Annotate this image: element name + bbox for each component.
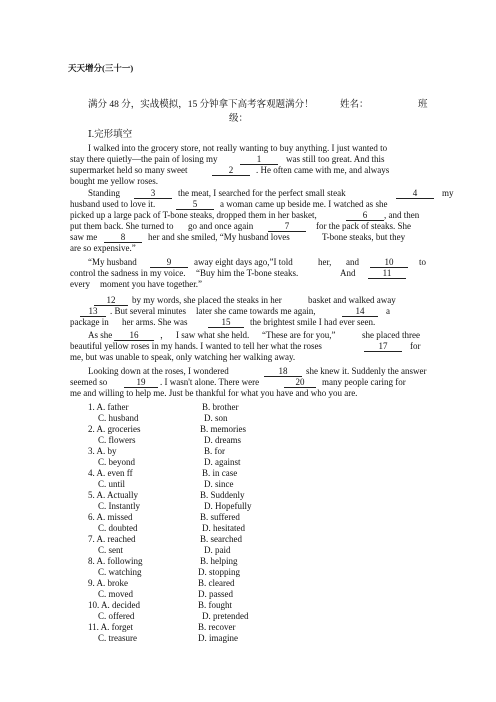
option-5-a[interactable]: 5. A. Actually (88, 490, 138, 500)
option-3-a[interactable]: 3. A. by (88, 446, 117, 456)
passage-line: a woman came up beside me. I watched as she (220, 199, 388, 209)
option-11-a[interactable]: 11. A. forget (88, 622, 133, 632)
blank-18[interactable]: 18 (264, 366, 302, 377)
option-7-d[interactable]: D. paid (204, 545, 231, 555)
passage-line: the meat, I searched for the perfect small steak (178, 188, 346, 198)
option-6-d[interactable]: D. hesitated (202, 523, 245, 533)
blank-15[interactable]: 15 (208, 317, 244, 328)
option-9-a[interactable]: 9. A. broke (88, 578, 128, 588)
passage-line: “These are for you,” (262, 330, 336, 340)
passage-line: control the sadness in my voice. (70, 268, 186, 278)
passage-line: her arms. She was (122, 317, 188, 327)
blank-8[interactable]: 8 (104, 232, 142, 243)
passage-line: she placed three (362, 330, 420, 340)
passage-line: T-bone steaks, but they (322, 232, 406, 242)
passage-line: “Buy him the T-bone steaks. (196, 268, 299, 278)
passage-line: seemed so (70, 377, 108, 387)
blank-12[interactable]: 12 (94, 295, 128, 306)
option-3-b[interactable]: B. for (204, 446, 225, 456)
passage-line: supermarket held so many sweet (70, 165, 188, 175)
passage-line: away eight days ago,”I told (194, 257, 293, 267)
blank-9[interactable]: 9 (150, 257, 188, 268)
blank-16[interactable]: 16 (114, 330, 154, 341)
option-8-b[interactable]: B. helping (200, 556, 238, 566)
blank-6[interactable]: 6 (346, 210, 384, 221)
option-2-d[interactable]: D. dreams (204, 435, 241, 445)
passage-line: many people caring for (322, 377, 406, 387)
option-4-c[interactable]: C. until (98, 479, 126, 489)
passage-line: and (346, 257, 359, 267)
passage-line: basket and walked away (308, 295, 396, 305)
passage-line: Looking down at the roses, I wondered (88, 366, 229, 376)
option-2-c[interactable]: C. flowers (98, 435, 136, 445)
passage-line: was still too great. And this (286, 154, 385, 164)
option-7-b[interactable]: B. searched (200, 534, 242, 544)
blank-1[interactable]: 1 (240, 154, 278, 165)
option-6-c[interactable]: C. doubted (98, 523, 138, 533)
option-9-c[interactable]: C. moved (98, 589, 133, 599)
section-heading: Ⅰ.完形填空 (88, 130, 133, 140)
option-1-c[interactable]: C. husband (98, 413, 139, 423)
passage-line: stay there quietly—the pain of losing my (70, 154, 218, 164)
option-1-d[interactable]: D. son (204, 413, 228, 423)
option-2-a[interactable]: 2. A. groceries (88, 424, 141, 434)
passage-line: moment you have together.” (100, 279, 202, 289)
passage-line: As she (88, 330, 113, 340)
passage-line: are so expensive.” (70, 243, 136, 253)
option-8-c[interactable]: C. watching (98, 567, 142, 577)
passage-line: by my words, she placed the steaks in her (132, 295, 282, 305)
page-title: 天天增分(三十一) (68, 63, 134, 73)
passage-line: to (419, 257, 427, 267)
passage-line: for (410, 341, 421, 351)
option-3-d[interactable]: D. against (204, 457, 241, 467)
option-9-b[interactable]: B. cleared (198, 578, 235, 588)
passage-line: husband used to love it. (70, 199, 156, 209)
passage-line: my (442, 188, 454, 198)
option-5-c[interactable]: C. Instantly (98, 501, 140, 511)
passage-line: . But several minutes (110, 306, 186, 316)
blank-2[interactable]: 2 (212, 165, 250, 176)
passage-line: bought me yellow roses. (70, 176, 158, 186)
option-6-b[interactable]: B. suffered (200, 512, 240, 522)
passage-line: she knew it. Suddenly the answer (306, 366, 427, 376)
blank-7[interactable]: 7 (268, 221, 306, 232)
option-11-c[interactable]: C. treasure (98, 633, 137, 643)
option-7-c[interactable]: C. sent (98, 545, 124, 555)
option-1-a[interactable]: 1. A. father (88, 402, 129, 412)
subtitle: 满分 48 分，实战模拟，15 分钟拿下高考客观题满分！ (88, 100, 314, 110)
passage-line: , and then (384, 210, 420, 220)
passage-line: beautiful yellow roses in my hands. I wanted to tell her what the roses (70, 341, 322, 351)
blank-14[interactable]: 14 (342, 306, 378, 317)
blank-19[interactable]: 19 (124, 377, 158, 388)
passage-line: Standing (88, 188, 121, 198)
option-7-a[interactable]: 7. A. reached (88, 534, 136, 544)
name-label: 姓名： (340, 100, 369, 110)
option-6-a[interactable]: 6. A. missed (88, 512, 133, 522)
option-5-b[interactable]: B. Suddenly (200, 490, 245, 500)
blank-13[interactable]: 13 (80, 306, 106, 317)
passage-line: And (340, 268, 356, 278)
option-10-a[interactable]: 10. A. decided (88, 600, 140, 610)
passage-line: go and once again (188, 221, 254, 231)
option-10-d[interactable]: D. pretended (202, 611, 249, 621)
passage-line: for the pack of steaks. She (316, 221, 411, 231)
option-4-a[interactable]: 4. A. even ff (88, 468, 133, 478)
blank-17[interactable]: 17 (364, 341, 402, 352)
blank-4[interactable]: 4 (396, 188, 434, 199)
blank-10[interactable]: 10 (370, 257, 408, 268)
class-label-a: 班 (418, 100, 428, 110)
option-10-c[interactable]: C. offered (98, 611, 135, 621)
option-4-d[interactable]: D. since (204, 479, 234, 489)
passage-line: later she came towards me again, (196, 306, 316, 316)
passage-line: I walked into the grocery store, not really wanting to buy anything. I just wanted to (88, 143, 388, 153)
passage-line: every (70, 279, 90, 289)
passage-line: . He often came with me, and always (256, 165, 390, 175)
passage-line: the brightest smile I had ever seen. (250, 317, 376, 327)
option-2-b[interactable]: B. memories (200, 424, 246, 434)
passage-line: package in (70, 317, 109, 327)
option-4-b[interactable]: B. in case (202, 468, 238, 478)
blank-5[interactable]: 5 (176, 199, 214, 210)
passage-line: I saw what she held. (176, 330, 250, 340)
passage-line: me and willing to help me. Just be thankful for what you have and who you are. (70, 388, 358, 398)
blank-3[interactable]: 3 (134, 188, 172, 199)
passage-line: saw me (70, 232, 98, 242)
option-10-b[interactable]: B. fought (198, 600, 233, 610)
option-1-b[interactable]: B. brother (202, 402, 239, 412)
option-11-b[interactable]: B. recover (198, 622, 236, 632)
option-8-a[interactable]: 8. A. following (88, 556, 143, 566)
passage-line: put them back. She turned to (70, 221, 174, 231)
class-label-b: 级： (229, 114, 249, 124)
option-3-c[interactable]: C. beyond (98, 457, 135, 467)
blank-11[interactable]: 11 (368, 268, 406, 279)
passage-line: her, (318, 257, 332, 267)
passage-line: a (386, 306, 390, 316)
passage-line: me, but was unable to speak, only watching her walking away. (70, 352, 296, 362)
passage-line: picked up a large pack of T-bone steaks, dropped them in her basket, (70, 210, 317, 220)
blank-20[interactable]: 20 (284, 377, 316, 388)
passage-line: ， (160, 330, 170, 340)
option-5-d[interactable]: D. Hopefully (204, 501, 252, 511)
option-8-d[interactable]: D. stopping (198, 567, 241, 577)
passage-line: her and she smiled, “My husband loves (148, 232, 290, 242)
option-11-d[interactable]: D. imagine (198, 633, 238, 643)
passage-line: . I wasn't alone. There were (160, 377, 260, 387)
passage-line: “My husband (88, 257, 137, 267)
option-9-d[interactable]: D. passed (198, 589, 233, 599)
